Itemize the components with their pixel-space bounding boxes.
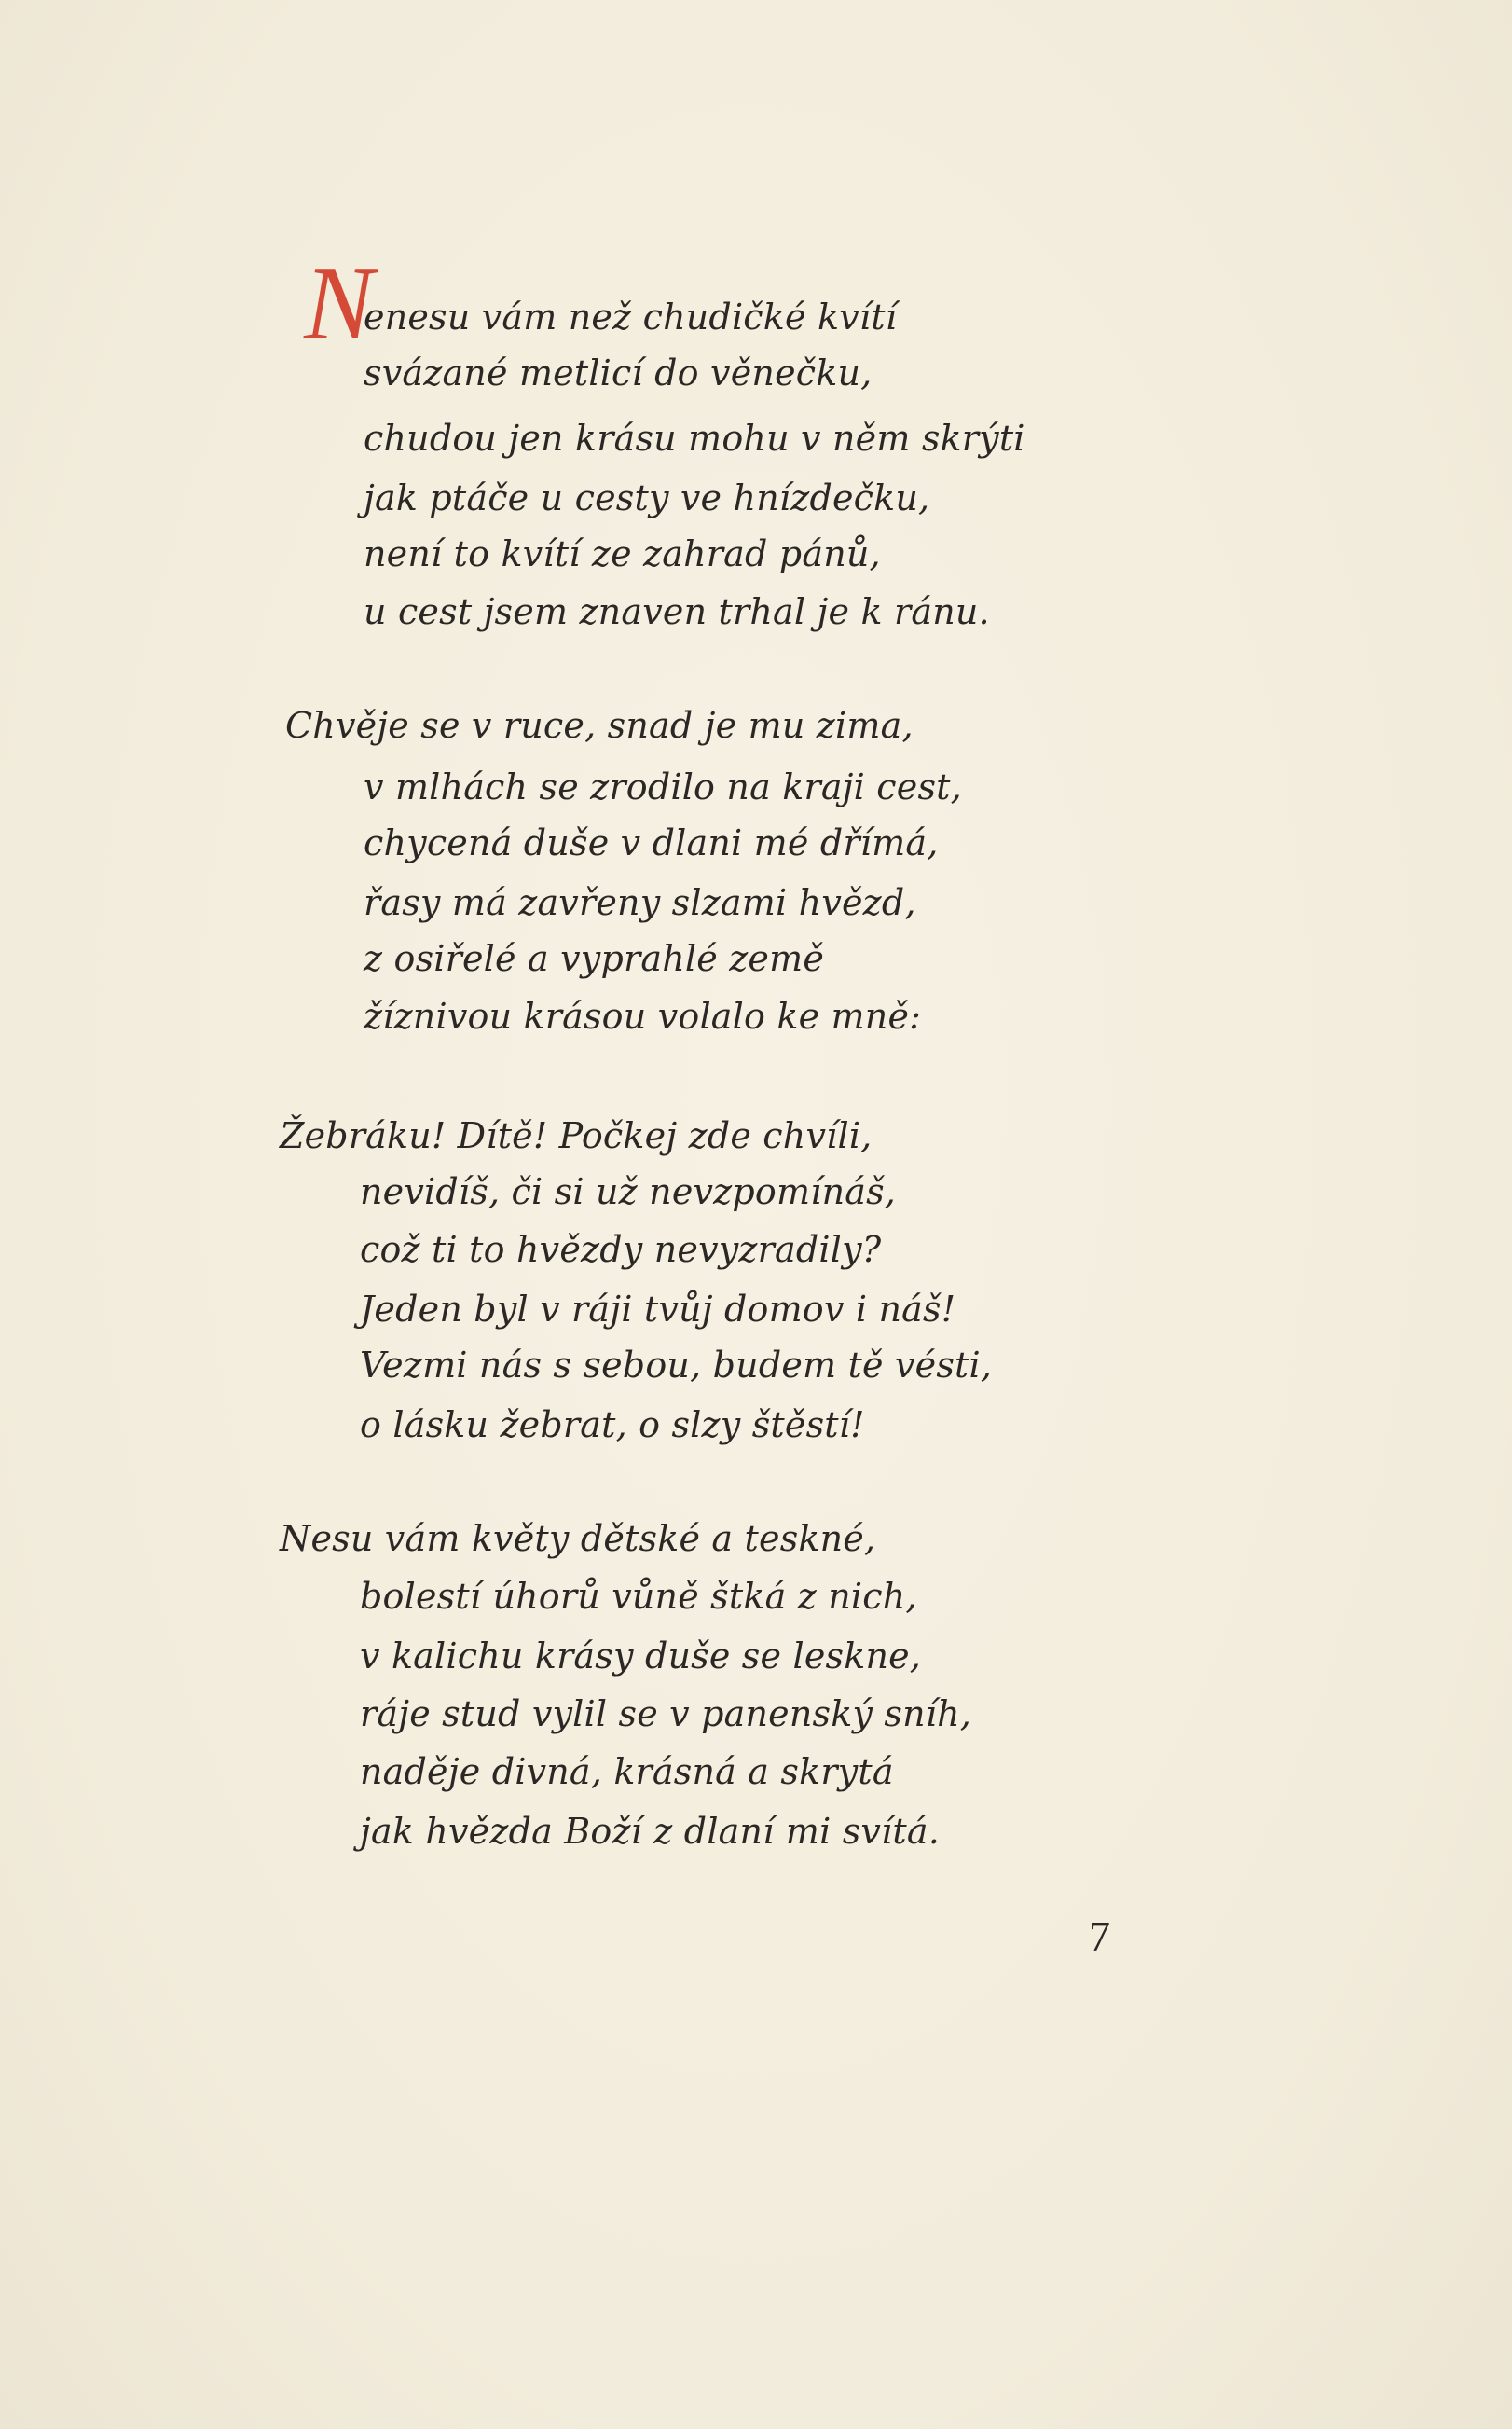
poem-line: jak ptáče u cesty ve hnízdečku, (364, 477, 930, 518)
poem-line: řasy má zavřeny slzami hvězd, (364, 882, 916, 923)
poem-line: enesu vám než chudičké kvítí (364, 297, 898, 338)
drop-cap: N (304, 246, 374, 362)
poem-line: žíznivou krásou volalo ke mně: (364, 996, 922, 1037)
poem-line: není to kvítí ze zahrad pánů, (364, 533, 881, 574)
page-number: 7 (1089, 1912, 1110, 1960)
poem-line: chudou jen krásu mohu v něm skrýti (364, 418, 1025, 459)
poem-line: Vezmi nás s sebou, budem tě vésti, (360, 1345, 993, 1386)
poem-line: naděje divná, krásná a skrytá (360, 1751, 894, 1792)
poem-line: Nesu vám květy dětské a teskné, (280, 1518, 876, 1559)
poem-line: u cest jsem znaven trhal je k ránu. (364, 591, 990, 632)
poem-line: Žebráku! Dítě! Počkej zde chvíli, (280, 1115, 873, 1156)
poem-line: nevidíš, či si už nevzpomínáš, (360, 1171, 897, 1212)
poem-line: Jeden byl v ráji tvůj domov i náš! (360, 1289, 956, 1330)
poem-line: ráje stud vylil se v panenský sníh, (360, 1693, 972, 1734)
poem-line: o lásku žebrat, o slzy štěstí! (360, 1404, 865, 1445)
poem-line: chycená duše v dlani mé dřímá, (364, 822, 939, 863)
poem-line: což ti to hvězdy nevyzradily? (360, 1229, 882, 1270)
poem-line: z osiřelé a vyprahlé země (364, 938, 825, 979)
poem-line: v mlhách se zrodilo na kraji cest, (364, 766, 962, 807)
poem-line: bolestí úhorů vůně štká z nich, (360, 1576, 917, 1617)
poem-line: jak hvězda Boží z dlaní mi svítá. (360, 1811, 941, 1852)
poem-line: Chvěje se v ruce, snad je mu zima, (285, 705, 914, 746)
poem-line: v kalichu krásy duše se leskne, (360, 1635, 922, 1677)
poem-line: svázané metlicí do věnečku, (364, 352, 873, 393)
